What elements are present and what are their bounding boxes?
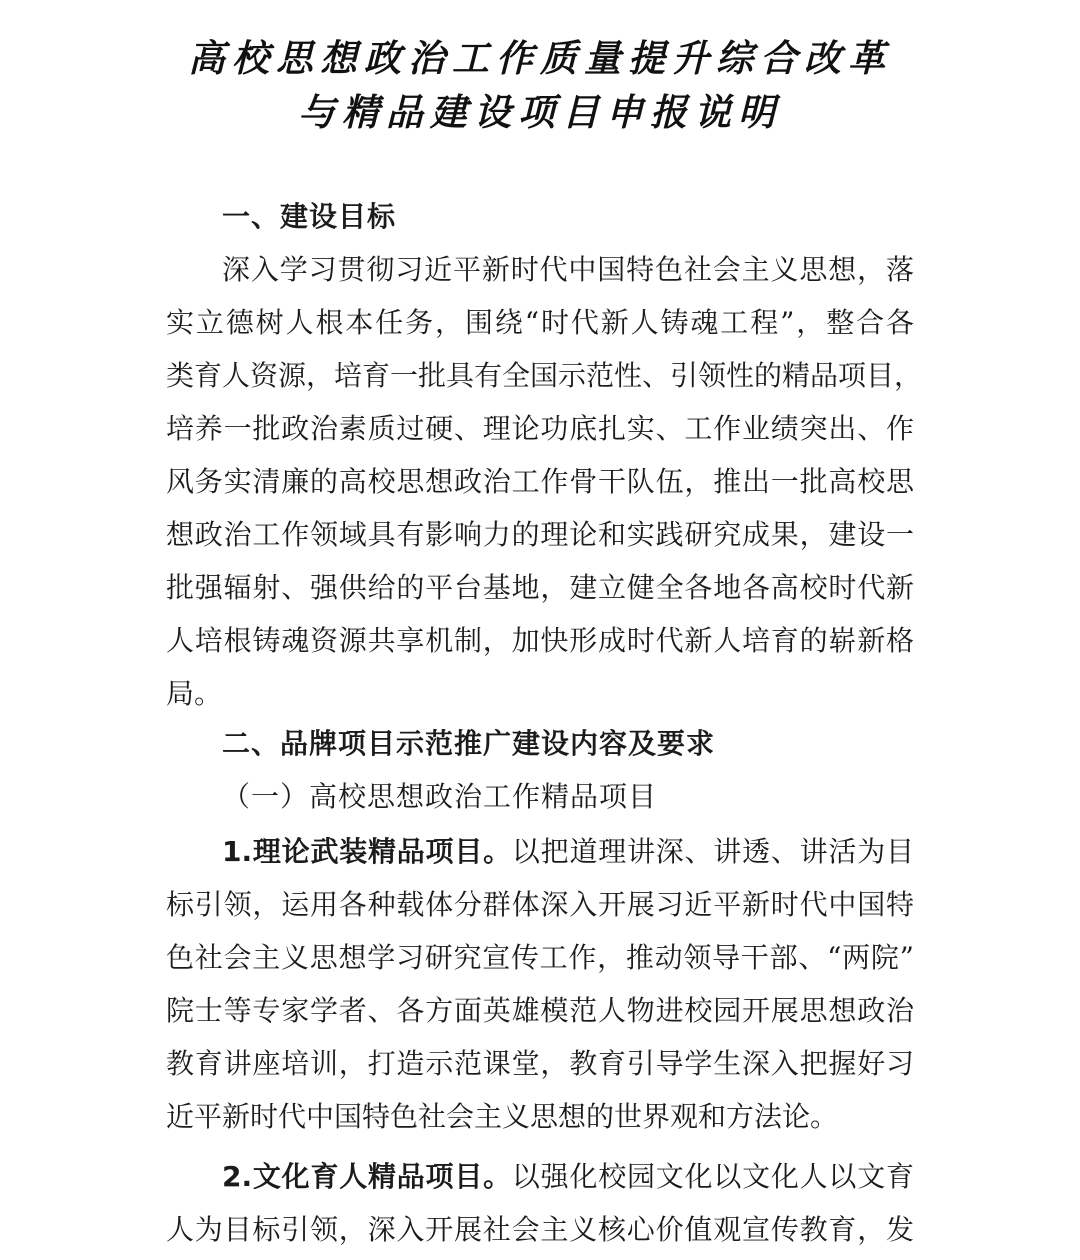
item-2-first-rest: 以强化校园文化以文化人以文育: [511, 1160, 914, 1193]
paragraph-line: 人为目标引领，深入开展社会主义核心价值观宣传教育，发: [166, 1213, 914, 1246]
item-2-first-line: [222, 1155, 914, 1195]
paragraph-line: 深入学习贯彻习近平新时代中国特色社会主义思想，落: [222, 253, 914, 286]
section-heading-1: 一、建设目标: [222, 200, 397, 233]
paragraph-line: 类育人资源，培育一批具有全国示范性、引领性的精品项目，: [166, 359, 923, 392]
paragraph-line: 教育讲座培训，打造示范课堂，教育引导学生深入把握好习: [166, 1047, 914, 1080]
section-heading-2: 二、品牌项目示范推广建设内容及要求: [222, 727, 716, 760]
paragraph-line: 风务实清廉的高校思想政治工作骨干队伍，推出一批高校思: [166, 465, 914, 498]
subsection-heading: （一）高校思想政治工作精品项目: [222, 780, 658, 813]
paragraph-line: 局。: [166, 677, 223, 710]
document-title-line-2: 与精品建设项目申报说明: [298, 90, 782, 134]
item-2-lead: 2.文化育人精品项目。: [222, 1160, 512, 1193]
item-1-first-rest: 以把道理讲深、讲透、讲活为目: [511, 835, 914, 868]
paragraph-line: 标引领，运用各种载体分群体深入开展习近平新时代中国特: [166, 888, 914, 921]
paragraph-line: 培养一批政治素质过硬、理论功底扎实、工作业绩突出、作: [166, 412, 914, 445]
paragraph-line: 院士等专家学者、各方面英雄模范人物进校园开展思想政治: [166, 994, 914, 1027]
paragraph-line: 近平新时代中国特色社会主义思想的世界观和方法论。: [166, 1100, 839, 1133]
paragraph-line: 色社会主义思想学习研究宣传工作，推动领导干部、“两院”: [166, 941, 914, 974]
item-1-lead: 1.理论武装精品项目。: [222, 835, 512, 868]
paragraph-line: 批强辐射、强供给的平台基地，建立健全各地各高校时代新: [166, 571, 914, 604]
paragraph-line: 想政治工作领域具有影响力的理论和实践研究成果，建设一: [166, 518, 914, 551]
document-title-line-1: 高校思想政治工作质量提升综合改革: [188, 36, 892, 80]
paragraph-line: 实立德树人根本任务，围绕“时代新人铸魂工程”，整合各: [166, 306, 914, 339]
paragraph-line: 人培根铸魂资源共享机制，加快形成时代新人培育的崭新格: [166, 624, 914, 657]
item-1-first-line: [222, 830, 914, 870]
